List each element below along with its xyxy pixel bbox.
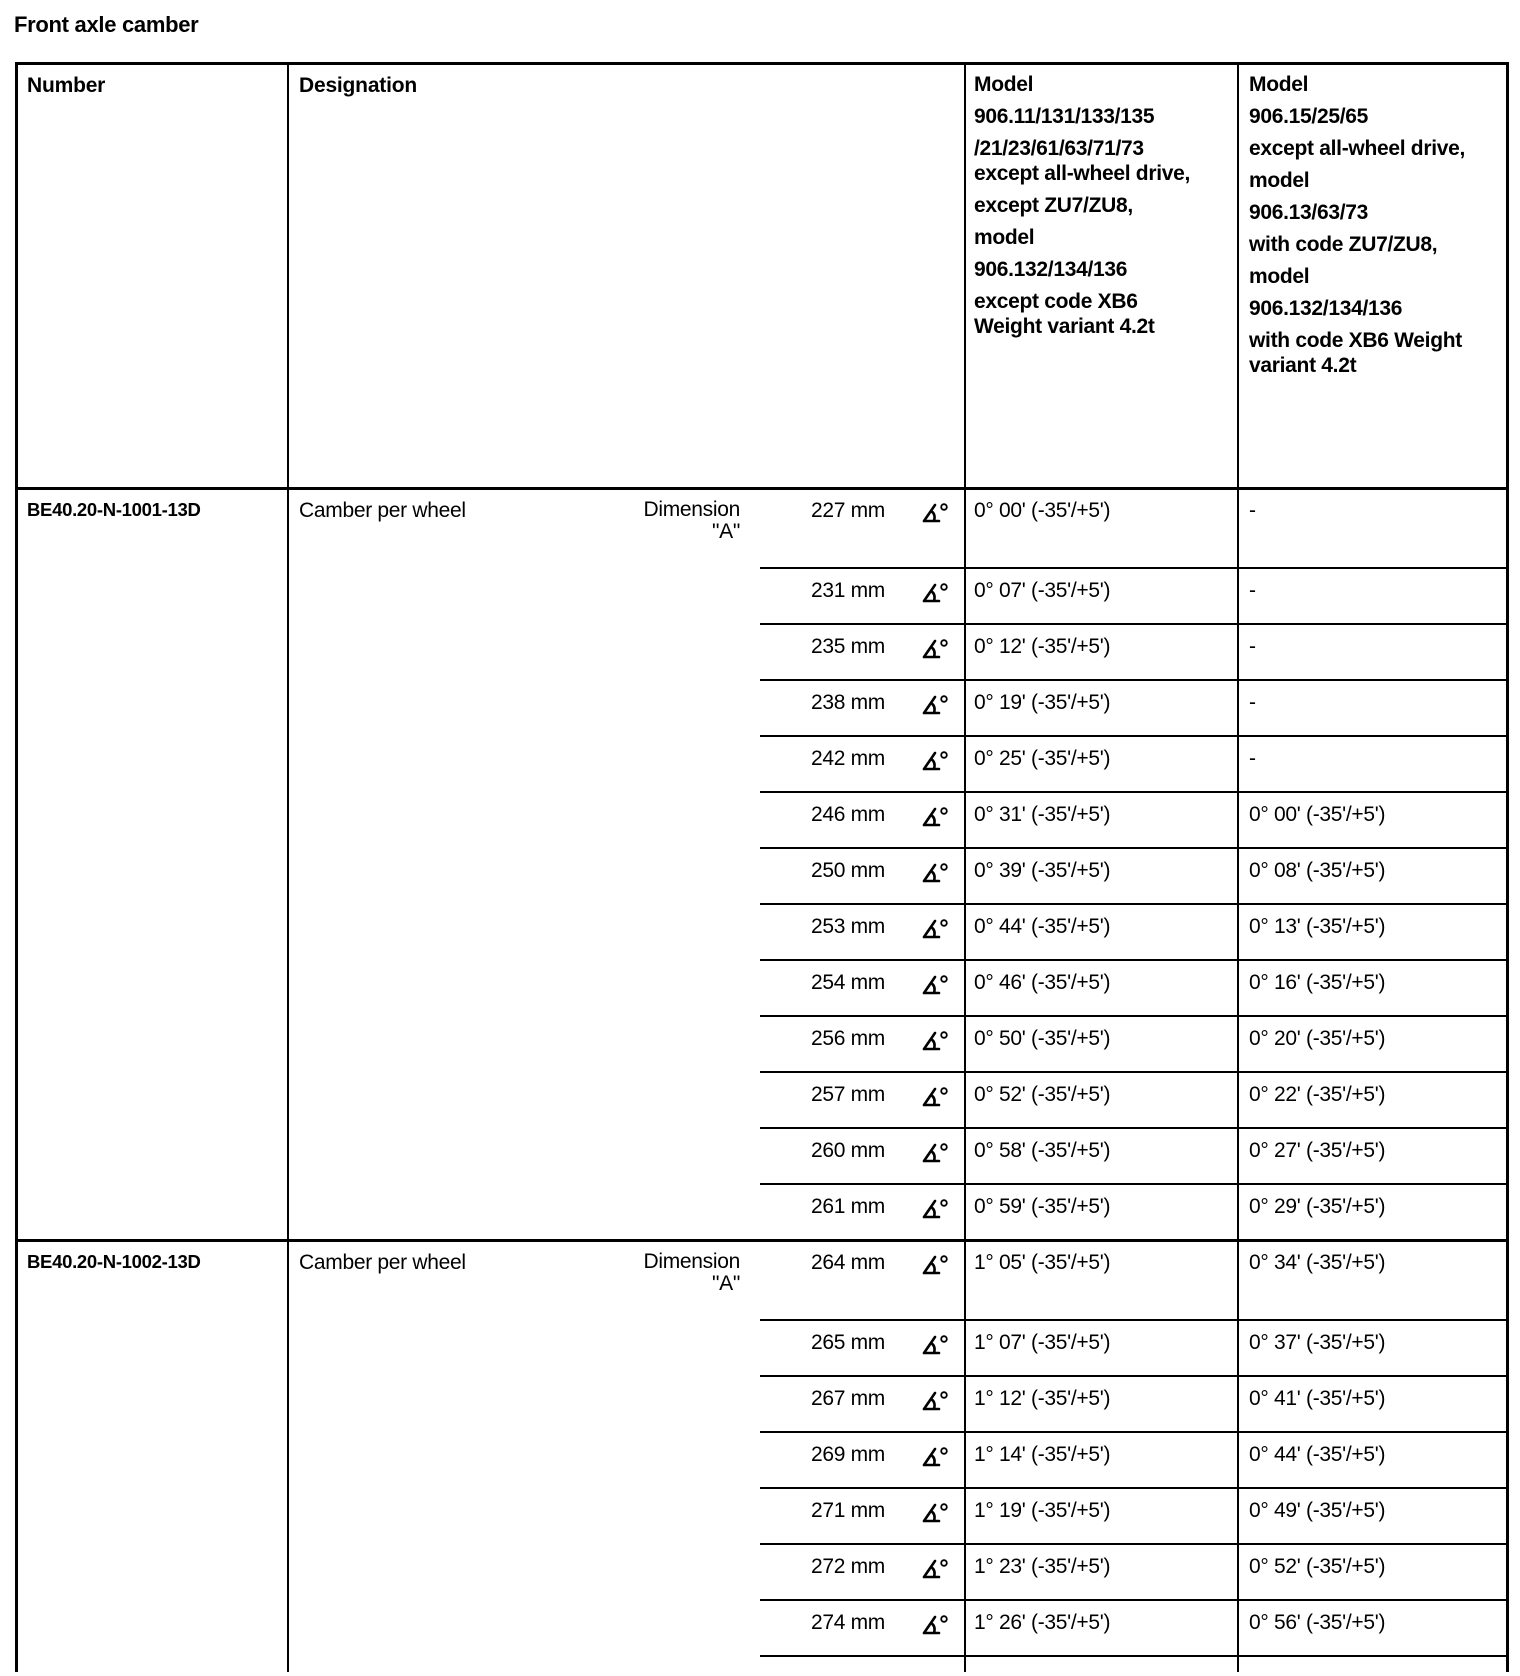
row-divider <box>760 903 1508 905</box>
angle-icon <box>921 805 949 829</box>
header-line: 906.15/25/65 <box>1249 105 1369 128</box>
camber-value-model-a: 0° 19' (-35'/+5') <box>974 691 1111 714</box>
angle-icon <box>921 581 949 605</box>
row-divider <box>760 1071 1508 1073</box>
angle-icon <box>921 1613 949 1637</box>
dimension-value: 227 mm <box>810 499 885 522</box>
header-line: model <box>1249 265 1310 288</box>
dimension-value: 265 mm <box>810 1331 885 1354</box>
angle-icon <box>921 637 949 661</box>
angle-icon <box>921 1445 949 1469</box>
page-title: Front axle camber <box>14 12 199 37</box>
camber-value-model-a: 0° 52' (-35'/+5') <box>974 1083 1111 1106</box>
dimension-value: 267 mm <box>810 1387 885 1410</box>
dimension-value: 257 mm <box>810 1083 885 1106</box>
dimension-value: 254 mm <box>810 971 885 994</box>
header-line: Model <box>974 73 1034 96</box>
camber-value-model-a: 1° 14' (-35'/+5') <box>974 1443 1111 1466</box>
dimension-value: 242 mm <box>810 747 885 770</box>
row-divider <box>760 791 1508 793</box>
header-line: with code XB6 Weight <box>1249 329 1462 352</box>
camber-value-model-a: 0° 50' (-35'/+5') <box>974 1027 1111 1050</box>
angle-icon <box>921 501 949 525</box>
row-divider <box>760 959 1508 961</box>
angle-icon <box>921 1085 949 1109</box>
column-divider <box>15 62 18 1672</box>
camber-value-model-b: 0° 41' (-35'/+5') <box>1249 1387 1386 1410</box>
header-line: except all-wheel drive, <box>1249 137 1466 160</box>
camber-value-model-b: 0° 22' (-35'/+5') <box>1249 1083 1386 1106</box>
angle-icon <box>921 749 949 773</box>
camber-value-model-b: 0° 37' (-35'/+5') <box>1249 1331 1386 1354</box>
column-divider <box>287 62 289 1672</box>
camber-value-model-b: 0° 00' (-35'/+5') <box>1249 803 1386 826</box>
dimension-label: Dimension <box>643 498 740 521</box>
dimension-value: 272 mm <box>810 1555 885 1578</box>
row-divider <box>760 1487 1508 1489</box>
camber-value-model-a: 0° 44' (-35'/+5') <box>974 915 1111 938</box>
camber-value-model-a: 0° 00' (-35'/+5') <box>974 499 1111 522</box>
dimension-value: 256 mm <box>810 1027 885 1050</box>
camber-value-model-b: - <box>1249 747 1256 770</box>
dimension-value: 231 mm <box>810 579 885 602</box>
camber-value-model-b: 0° 34' (-35'/+5') <box>1249 1251 1386 1274</box>
camber-value-model-a: 0° 46' (-35'/+5') <box>974 971 1111 994</box>
camber-value-model-b: 0° 52' (-35'/+5') <box>1249 1555 1386 1578</box>
dimension-value: 235 mm <box>810 635 885 658</box>
row-divider <box>760 1375 1508 1377</box>
row-divider <box>760 567 1508 569</box>
camber-value-model-b: 0° 56' (-35'/+5') <box>1249 1611 1386 1634</box>
angle-icon <box>921 973 949 997</box>
angle-icon <box>921 693 949 717</box>
header-line: Weight variant 4.2t <box>974 315 1155 338</box>
angle-icon <box>921 1253 949 1277</box>
dimension-value: 253 mm <box>810 915 885 938</box>
row-divider <box>760 1599 1508 1601</box>
camber-value-model-b: 0° 29' (-35'/+5') <box>1249 1195 1386 1218</box>
angle-icon <box>921 1197 949 1221</box>
camber-value-model-b: 0° 13' (-35'/+5') <box>1249 915 1386 938</box>
camber-value-model-a: 0° 12' (-35'/+5') <box>974 635 1111 658</box>
row-divider <box>760 1655 1508 1657</box>
dimension-value: 261 mm <box>810 1195 885 1218</box>
camber-value-model-b: 0° 44' (-35'/+5') <box>1249 1443 1386 1466</box>
angle-icon <box>921 917 949 941</box>
row-divider <box>760 679 1508 681</box>
header-line: except code XB6 <box>974 290 1138 313</box>
row-divider <box>15 62 1508 65</box>
angle-icon <box>921 1501 949 1525</box>
dimension-value: 246 mm <box>810 803 885 826</box>
part-number: BE40.20-N-1002-13D <box>27 1251 201 1272</box>
camber-value-model-a: 1° 12' (-35'/+5') <box>974 1387 1111 1410</box>
header-line: model <box>974 226 1035 249</box>
camber-value-model-b: - <box>1249 499 1256 522</box>
header-line: Model <box>1249 73 1309 96</box>
designation-text: Camber per wheel <box>299 499 466 522</box>
angle-icon <box>921 1557 949 1581</box>
dimension-value: 260 mm <box>810 1139 885 1162</box>
header-line: variant 4.2t <box>1249 354 1357 377</box>
designation-text: Camber per wheel <box>299 1251 466 1274</box>
dimension-value: 264 mm <box>810 1251 885 1274</box>
angle-icon <box>921 861 949 885</box>
dimension-label-a: "A" <box>711 520 740 543</box>
header-line: /21/23/61/63/71/73 <box>974 137 1144 160</box>
dimension-label: Dimension <box>643 1250 740 1273</box>
row-divider <box>760 1319 1508 1321</box>
camber-value-model-b: 0° 20' (-35'/+5') <box>1249 1027 1386 1050</box>
row-divider <box>760 1015 1508 1017</box>
row-divider <box>760 1183 1508 1185</box>
part-number: BE40.20-N-1001-13D <box>27 499 201 520</box>
header-model-b <box>1249 72 1511 385</box>
camber-value-model-a: 1° 07' (-35'/+5') <box>974 1331 1111 1354</box>
dimension-label-a: "A" <box>711 1272 740 1295</box>
row-divider <box>760 847 1508 849</box>
row-divider <box>760 1543 1508 1545</box>
row-divider <box>15 1239 1508 1242</box>
angle-icon <box>921 1141 949 1165</box>
header-line: except all-wheel drive, <box>974 162 1191 185</box>
dimension-value: 271 mm <box>810 1499 885 1522</box>
header-line: 906.132/134/136 <box>974 258 1128 281</box>
header-model-a <box>974 72 1236 346</box>
camber-value-model-a: 0° 58' (-35'/+5') <box>974 1139 1111 1162</box>
camber-value-model-b: - <box>1249 635 1256 658</box>
header-line: 906.132/134/136 <box>1249 297 1403 320</box>
angle-icon <box>921 1029 949 1053</box>
header-line: 906.11/131/133/135 <box>974 105 1155 128</box>
header-line: 906.13/63/73 <box>1249 201 1369 224</box>
camber-value-model-a: 0° 39' (-35'/+5') <box>974 859 1111 882</box>
header-line: model <box>1249 169 1310 192</box>
camber-value-model-a: 0° 25' (-35'/+5') <box>974 747 1111 770</box>
camber-value-model-a: 1° 23' (-35'/+5') <box>974 1555 1111 1578</box>
angle-icon <box>921 1333 949 1357</box>
header-designation: Designation <box>299 74 417 97</box>
header-line: except ZU7/ZU8, <box>974 194 1133 217</box>
camber-value-model-b: 0° 08' (-35'/+5') <box>1249 859 1386 882</box>
angle-icon <box>921 1389 949 1413</box>
header-line: with code ZU7/ZU8, <box>1249 233 1438 256</box>
camber-value-model-b: 0° 16' (-35'/+5') <box>1249 971 1386 994</box>
dimension-value: 269 mm <box>810 1443 885 1466</box>
header-number: Number <box>27 74 106 97</box>
dimension-value: 238 mm <box>810 691 885 714</box>
camber-value-model-b: 0° 27' (-35'/+5') <box>1249 1139 1386 1162</box>
camber-value-model-a: 1° 05' (-35'/+5') <box>974 1251 1111 1274</box>
camber-value-model-a: 1° 19' (-35'/+5') <box>974 1499 1111 1522</box>
row-divider <box>760 735 1508 737</box>
camber-value-model-a: 0° 59' (-35'/+5') <box>974 1195 1111 1218</box>
camber-value-model-b: - <box>1249 691 1256 714</box>
camber-value-model-a: 0° 07' (-35'/+5') <box>974 579 1111 602</box>
camber-value-model-b: - <box>1249 579 1256 602</box>
dimension-value: 274 mm <box>810 1611 885 1634</box>
row-divider <box>760 623 1508 625</box>
row-divider <box>15 487 1508 490</box>
row-divider <box>760 1431 1508 1433</box>
camber-value-model-b: 0° 49' (-35'/+5') <box>1249 1499 1386 1522</box>
dimension-value: 250 mm <box>810 859 885 882</box>
camber-value-model-a: 0° 31' (-35'/+5') <box>974 803 1111 826</box>
row-divider <box>760 1127 1508 1129</box>
camber-value-model-a: 1° 26' (-35'/+5') <box>974 1611 1111 1634</box>
